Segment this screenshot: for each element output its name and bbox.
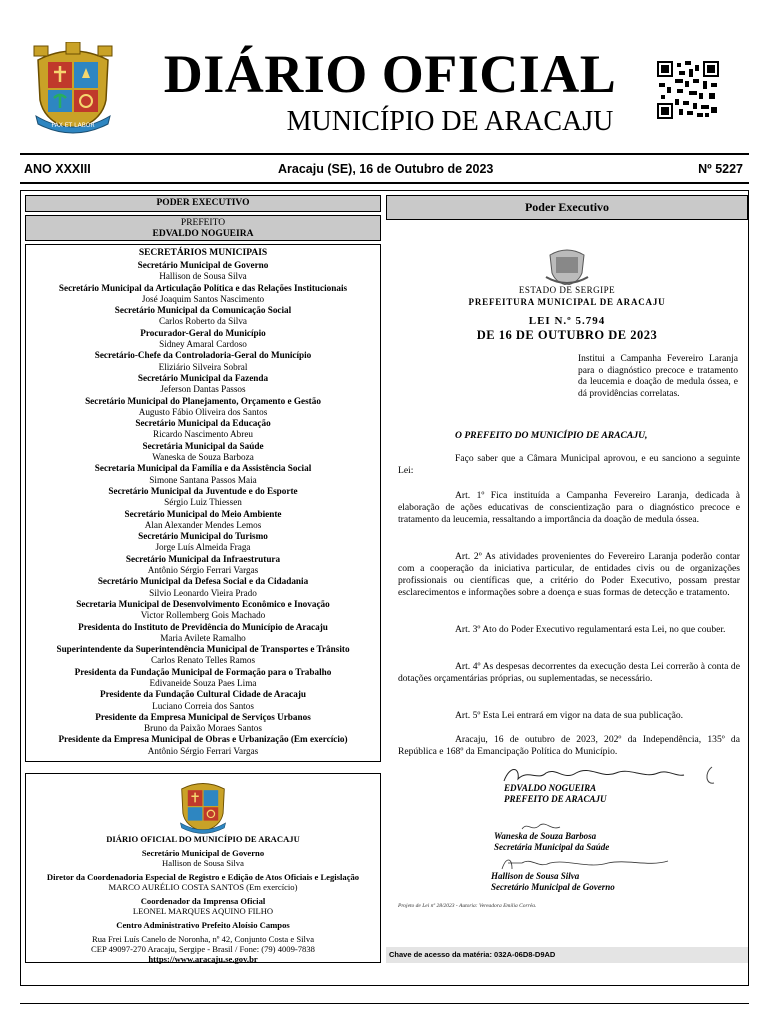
coat-of-arms-icon bbox=[30, 42, 116, 134]
secretary-entry bbox=[26, 689, 380, 712]
secretary-role: Secretário Municipal da Educação bbox=[135, 418, 271, 429]
secretary-entry bbox=[26, 644, 380, 667]
secretary-role: Presidenta da Fundação Municipal de Formação para o Trabalho bbox=[74, 666, 332, 677]
secretary-entry bbox=[26, 486, 380, 509]
secretary-name: Alan Alexander Mendes Lemos bbox=[144, 519, 262, 530]
secretary-entry bbox=[26, 712, 380, 735]
secretary-role: Secretária Municipal da Saúde bbox=[142, 440, 264, 451]
divider bbox=[20, 182, 749, 184]
law-closing: Aracaju, 16 de outubro de 2023, 202º da Independência, 135º da República e 168º da Emancipação Política do Município. bbox=[398, 734, 740, 757]
secretary-name: Augusto Fábio Oliveira dos Santos bbox=[138, 406, 268, 417]
secretary-role: Secretaria Municipal de Desenvolvimento Econômico e Inovação bbox=[76, 598, 330, 609]
secretary-role: Secretário-Chefe da Controladoria-Geral do Município bbox=[94, 350, 312, 361]
law-article-1: Art. 1º Fica instituída a Campanha Fevereiro Laranja, dedicada à elaboração de ações educativas de conscientização para o diagnóstico precoce e tratamento da leucemia, ressaltando a importância da doação de medula óssea. bbox=[398, 490, 740, 525]
secretary-name: José Joaquim Santos Nascimento bbox=[141, 293, 265, 304]
secretary-entry bbox=[26, 283, 380, 306]
secretary-entry bbox=[26, 576, 380, 599]
header-prefeitura: PREFEITURA MUNICIPAL DE ARACAJU bbox=[468, 297, 666, 307]
signer-name: EDVALDO NOGUEIRA bbox=[504, 783, 597, 793]
scanned-law-document bbox=[386, 225, 748, 945]
issue-number: Nº 5227 bbox=[698, 162, 743, 176]
secretary-name: Ricardo Nascimento Abreu bbox=[152, 429, 253, 440]
issue-year: ANO XXXIII bbox=[24, 162, 91, 176]
secretary-entry bbox=[26, 734, 380, 757]
footer-website-link[interactable]: https://www.aracaju.se.gov.br bbox=[148, 954, 258, 964]
secretary-role: Procurador-Geral do Município bbox=[140, 327, 266, 338]
issue-info-bar bbox=[20, 159, 749, 181]
secretary-entry bbox=[26, 350, 380, 373]
signer-role: PREFEITO DE ARACAJU bbox=[504, 794, 607, 804]
secretary-name: Bruno da Paixão Moraes Santos bbox=[144, 723, 262, 734]
footer-coord-name: LEONEL MARQUES AQUINO FILHO bbox=[132, 906, 274, 916]
secretary-role: Secretário Municipal da Comunicação Social bbox=[114, 305, 292, 316]
secretary-name: Simone Santana Passos Maia bbox=[149, 474, 257, 485]
law-paragraph: Faço saber que a Câmara Municipal aprovou, e eu sanciono a seguinte Lei: bbox=[398, 453, 740, 476]
secretarios-list bbox=[25, 244, 381, 762]
header-state: ESTADO DE SERGIPE bbox=[518, 285, 616, 295]
signature-block-government bbox=[491, 871, 615, 893]
law-article-5: Art. 5º Esta Lei entrará em vigor na data de sua publicação. bbox=[455, 710, 684, 721]
secretary-name: Antônio Sérgio Ferrari Vargas bbox=[147, 565, 259, 576]
secretary-role: Secretário Municipal da Defesa Social e da Cidadania bbox=[97, 576, 309, 587]
signer-role: Secretário Municipal de Governo bbox=[491, 882, 615, 892]
secretary-entry bbox=[26, 396, 380, 419]
signer-role: Secretária Municipal da Saúde bbox=[494, 842, 610, 852]
signature-block-health bbox=[494, 831, 609, 853]
secretary-name: Carlos Roberto da Silva bbox=[158, 316, 248, 327]
secretary-entry bbox=[26, 531, 380, 554]
law-number: LEI N.º 5.794 bbox=[528, 315, 606, 327]
signer-name: Hallison de Sousa Silva bbox=[491, 871, 580, 881]
secretary-role: Secretário Municipal da Juventude e do Esporte bbox=[108, 485, 298, 496]
signature-block-mayor bbox=[504, 783, 607, 805]
secretary-entry bbox=[26, 441, 380, 464]
section-header: Poder Executivo bbox=[386, 195, 748, 220]
footer-heading: DIÁRIO OFICIAL DO MUNICÍPIO DE ARACAJU bbox=[106, 834, 300, 844]
section-header: PODER EXECUTIVO bbox=[25, 195, 381, 212]
secretary-entry bbox=[26, 328, 380, 351]
secretary-name: Jorge Luís Almeida Fraga bbox=[155, 542, 251, 553]
secretary-role: Secretário Municipal do Planejamento, Orçamento e Gestão bbox=[85, 395, 321, 406]
crest-motto: PAX ET LABOR bbox=[51, 122, 95, 129]
secretary-entry bbox=[26, 260, 380, 283]
publication-subtitle: MUNICÍPIO DE ARACAJU bbox=[286, 106, 614, 137]
right-column bbox=[386, 195, 748, 963]
footer-dir-name: MARCO AURÉLIO COSTA SANTOS (Em exercício) bbox=[108, 882, 298, 892]
secretary-role: Presidente da Empresa Municipal de Serviços Urbanos bbox=[95, 711, 311, 722]
footer-address-1: Rua Frei Luís Canelo de Noronha, nº 42, Conjunto Costa e Silva bbox=[91, 934, 315, 944]
secretary-name: Antônio Sérgio Ferrari Vargas bbox=[147, 745, 259, 756]
secretary-name: Maria Avilete Ramalho bbox=[160, 632, 246, 643]
footer-centro: Centro Administrativo Prefeito Aloísio Campos bbox=[116, 920, 290, 930]
footer-address-2: CEP 49097-270 Aracaju, Sergipe - Brasil / Fone: (79) 4009-7838 bbox=[91, 944, 315, 954]
masthead bbox=[0, 0, 768, 150]
law-article-3: Art. 3º Ato do Poder Executivo regulamentará esta Lei, no que couber. bbox=[455, 624, 726, 635]
secretary-entry bbox=[26, 418, 380, 441]
secretary-entry bbox=[26, 622, 380, 645]
footer-gov-name: Hallison de Sousa Silva bbox=[162, 858, 244, 868]
secretary-name: Waneska de Souza Barboza bbox=[152, 452, 254, 463]
secretary-name: Jeferson Dantas Passos bbox=[160, 384, 246, 395]
secretary-name: Hallison de Sousa Silva bbox=[159, 271, 247, 282]
secretarios-heading: SECRETÁRIOS MUNICIPAIS bbox=[138, 248, 268, 258]
divider bbox=[20, 1003, 749, 1004]
secretary-role: Presidenta do Instituto de Previdência do Município de Aracaju bbox=[78, 621, 328, 632]
secretary-name: Sérgio Luiz Thiessen bbox=[164, 497, 242, 508]
secretary-role: Secretário Municipal da Infraestrutura bbox=[125, 553, 281, 564]
prefeito-label: PREFEITO bbox=[180, 218, 226, 228]
secretary-role: Secretário Municipal do Meio Ambiente bbox=[124, 508, 282, 519]
secretary-name: Carlos Renato Telles Ramos bbox=[150, 655, 256, 666]
law-article-4: Art. 4º As despesas decorrentes da execução desta Lei correrão à conta de dotações orçamentárias próprias, ou suplementadas, se necessário. bbox=[398, 661, 740, 684]
footer-dir-role: Diretor da Coordenadoria Especial de Registro e Edição de Atos Oficiais e Legislação bbox=[46, 872, 360, 882]
divider bbox=[20, 153, 749, 155]
secretary-role: Secretário Municipal da Articulação Política e das Relações Institucionais bbox=[58, 282, 348, 293]
signer-name: Waneska de Souza Barbosa bbox=[494, 831, 597, 841]
qr-code-icon[interactable] bbox=[657, 61, 719, 119]
secretary-entry bbox=[26, 554, 380, 577]
left-column bbox=[25, 195, 381, 762]
mayor-statement: O PREFEITO DO MUNICÍPIO DE ARACAJU, bbox=[455, 430, 648, 441]
secretary-name: Eliziário Silveira Sobral bbox=[158, 361, 248, 372]
secretary-entry bbox=[26, 463, 380, 486]
secretary-entry bbox=[26, 509, 380, 532]
law-article-2: Art. 2º As atividades provenientes do Fevereiro Laranja poderão contar com a cooperação da iniciativa particular, de entidades civis ou de organizações profissionais ou científicas que, a critério do Poder Executivo, possam prestar esclarecimentos e informações sobre a doença e suas formas de detecção e tratamento. bbox=[398, 551, 740, 598]
secretary-role: Superintendente da Superintendência Municipal de Transportes e Trânsito bbox=[56, 644, 350, 655]
prefeito-box bbox=[25, 215, 381, 241]
secretary-role: Secretaria Municipal da Família e da Assistência Social bbox=[94, 463, 312, 474]
secretary-name: Victor Rollemberg Gois Machado bbox=[140, 610, 266, 621]
secretary-entry bbox=[26, 599, 380, 622]
secretary-entry bbox=[26, 667, 380, 690]
footer-coord-role: Coordenador da Imprensa Oficial bbox=[140, 896, 266, 906]
coat-of-arms-icon bbox=[544, 245, 590, 285]
law-date: DE 16 DE OUTUBRO DE 2023 bbox=[476, 328, 658, 342]
secretary-name: Sidney Amaral Cardoso bbox=[159, 339, 247, 350]
secretary-role: Secretário Municipal do Turismo bbox=[138, 531, 268, 542]
bill-reference: Projeto de Lei nº 28/2023 - Autoria: Vereadora Emília Corrêa. bbox=[398, 903, 537, 909]
secretary-name: Luciano Correia dos Santos bbox=[152, 700, 254, 711]
publication-info-box bbox=[25, 773, 381, 963]
footer-gov-role: Secretário Municipal de Governo bbox=[141, 848, 265, 858]
secretary-role: Presidente da Empresa Municipal de Obras e Urbanização (Em exercício) bbox=[58, 734, 348, 745]
access-key: Chave de acesso da matéria: 032A-06D8-D9AD bbox=[386, 947, 748, 963]
secretary-role: Secretário Municipal da Fazenda bbox=[137, 372, 269, 383]
prefeito-name: EDVALDO NOGUEIRA bbox=[152, 229, 254, 239]
secretary-entry bbox=[26, 373, 380, 396]
secretary-entry bbox=[26, 305, 380, 328]
coat-of-arms-icon bbox=[176, 778, 230, 834]
secretary-role: Presidente da Fundação Cultural Cidade de Aracaju bbox=[99, 689, 307, 700]
issue-date: Aracaju (SE), 16 de Outubro de 2023 bbox=[278, 162, 494, 176]
law-summary: Institui a Campanha Fevereiro Laranja para o diagnóstico precoce e tratamento da leucemia e doação de medula óssea, e dá providências correlatas. bbox=[578, 354, 738, 399]
secretary-name: Silvio Leonardo Vieira Prado bbox=[149, 587, 257, 598]
secretary-role: Secretário Municipal de Governo bbox=[137, 260, 269, 270]
publication-title: DIÁRIO OFICIAL bbox=[163, 44, 617, 104]
secretary-name: Edivaneide Souza Paes Lima bbox=[149, 677, 257, 688]
